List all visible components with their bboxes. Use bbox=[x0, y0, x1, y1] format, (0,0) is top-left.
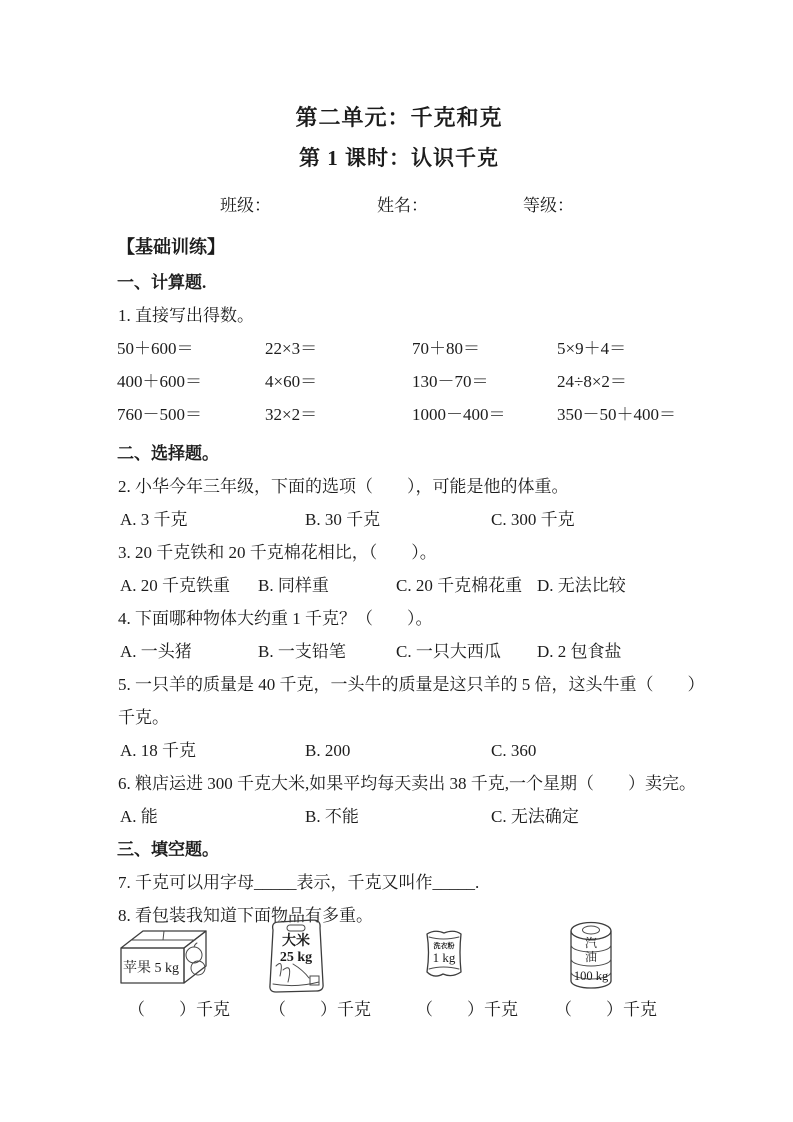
equation: 50＋600＝ bbox=[117, 339, 194, 358]
option: A. 能 bbox=[120, 807, 158, 826]
option: A. 20 千克铁重 bbox=[120, 576, 231, 595]
question-5-line1: 5. 一只羊的质量是 40 千克，一头牛的质量是这只羊的 5 倍，这头牛重（ ） bbox=[118, 675, 705, 694]
detergent-bag-illustration bbox=[422, 926, 466, 982]
answer-blank-kg: （ ）千克 bbox=[416, 1000, 518, 1019]
oil-drum-illustration bbox=[568, 920, 614, 992]
student-info-row bbox=[117, 191, 681, 213]
detergent-weight: 1 kg bbox=[432, 950, 456, 965]
question-2-options bbox=[117, 503, 681, 536]
option: C. 一只大西瓜 bbox=[396, 642, 501, 661]
option: D. 无法比较 bbox=[537, 576, 626, 595]
option: A. 3 千克 bbox=[120, 510, 188, 529]
equation-row bbox=[117, 332, 681, 365]
question-8: 8. 看包装我知道下面物品有多重。 bbox=[118, 906, 373, 925]
rice-bag-label: 大米 bbox=[282, 934, 310, 949]
basic-training-heading: 【基础训练】 bbox=[117, 237, 225, 257]
oil-drum-weight: 100 kg bbox=[573, 969, 609, 983]
option: B. 一支铅笔 bbox=[258, 642, 346, 661]
name-label: 姓名： bbox=[377, 196, 428, 215]
section-fill-heading: 三、填空题。 bbox=[117, 840, 219, 859]
option: C. 300 千克 bbox=[491, 510, 575, 529]
equation: 1000－400＝ bbox=[412, 405, 506, 424]
question-5-options bbox=[117, 734, 681, 767]
question-6: 6. 粮店运进 300 千克大米,如果平均每天卖出 38 千克,一个星期（ ）卖完。 bbox=[118, 774, 696, 793]
question-7: 7. 千克可以用字母_____表示，千克又叫作_____. bbox=[118, 873, 480, 892]
calc-instruction: 1. 直接写出得数。 bbox=[118, 306, 254, 325]
question-6-options bbox=[117, 800, 681, 833]
unit-title: 第二单元：千克和克 bbox=[295, 105, 503, 130]
option: B. 同样重 bbox=[258, 576, 329, 595]
grade-label: 等级： bbox=[523, 196, 574, 215]
option: C. 无法确定 bbox=[491, 807, 579, 826]
option: A. 18 千克 bbox=[120, 741, 197, 760]
option: A. 一头猪 bbox=[120, 642, 192, 661]
equation: 70＋80＝ bbox=[412, 339, 480, 358]
detergent-label: 洗衣粉 bbox=[433, 942, 455, 950]
option: B. 30 千克 bbox=[305, 510, 381, 529]
apple-box-illustration bbox=[118, 926, 210, 988]
question-3-options bbox=[117, 569, 681, 602]
section-choice-heading: 二、选择题。 bbox=[117, 444, 219, 463]
question-4: 4. 下面哪种物体大约重 1 千克？（ ）。 bbox=[118, 609, 433, 628]
option: C. 20 千克棉花重 bbox=[396, 576, 523, 595]
package-captions bbox=[117, 998, 681, 1024]
equation: 130－70＝ bbox=[412, 372, 489, 391]
oil-drum-label-bottom: 油 bbox=[584, 950, 598, 964]
option: B. 不能 bbox=[305, 807, 359, 826]
question-3: 3. 20 千克铁和 20 千克棉花相比，（ ）。 bbox=[118, 543, 437, 562]
equation: 350－50＋400＝ bbox=[557, 405, 676, 424]
question-2: 2. 小华今年三年级，下面的选项（ ），可能是他的体重。 bbox=[118, 477, 569, 496]
option: B. 200 bbox=[305, 741, 351, 760]
equation: 24÷8×2＝ bbox=[557, 372, 627, 391]
answer-blank-kg: （ ）千克 bbox=[269, 1000, 371, 1019]
equation: 22×3＝ bbox=[265, 339, 318, 358]
lesson-title: 第 1 课时：认识千克 bbox=[299, 146, 499, 170]
option: D. 2 包食盐 bbox=[537, 642, 622, 661]
class-label: 班级： bbox=[220, 196, 271, 215]
equation: 400＋600＝ bbox=[117, 372, 202, 391]
equation: 760－500＝ bbox=[117, 405, 202, 424]
answer-blank-kg: （ ）千克 bbox=[555, 1000, 657, 1019]
equation: 32×2＝ bbox=[265, 405, 318, 424]
rice-bag-illustration bbox=[263, 918, 329, 994]
answer-blank-kg: （ ）千克 bbox=[128, 1000, 230, 1019]
apple-box-label: 苹果 5 kg bbox=[123, 961, 179, 976]
package-illustrations bbox=[117, 918, 681, 994]
section-calc-heading: 一、计算题. bbox=[117, 273, 207, 292]
equation-row bbox=[117, 398, 681, 431]
question-4-options bbox=[117, 635, 681, 668]
equation-row bbox=[117, 365, 681, 398]
option: C. 360 bbox=[491, 741, 537, 760]
rice-bag-weight: 25 kg bbox=[279, 950, 313, 965]
oil-drum-label-top: 汽 bbox=[584, 936, 598, 950]
equation: 5×9＋4＝ bbox=[557, 339, 627, 358]
equation: 4×60＝ bbox=[265, 372, 318, 391]
question-5-line2: 千克。 bbox=[118, 708, 169, 727]
